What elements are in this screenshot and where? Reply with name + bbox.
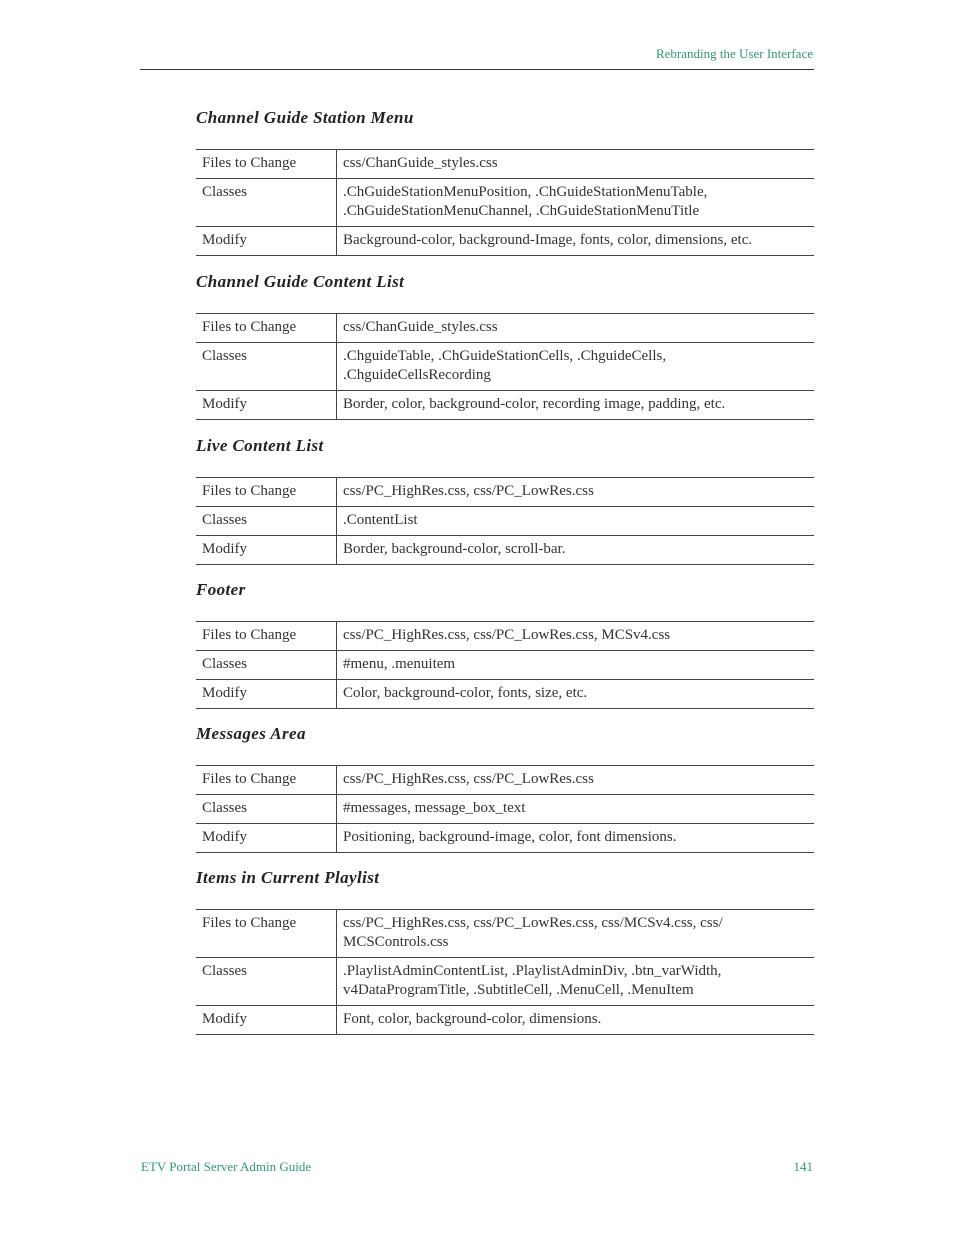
table-row	[196, 507, 814, 536]
row-value: css/ChanGuide_styles.css	[337, 314, 815, 343]
row-label: Files to Change	[196, 150, 337, 179]
table-row	[196, 766, 814, 795]
row-value: css/PC_HighRes.css, css/PC_LowRes.css	[337, 478, 815, 507]
table-row	[196, 391, 814, 420]
table-row	[196, 795, 814, 824]
running-head: Rebranding the User Interface	[655, 46, 813, 61]
row-value: .ChGuideStationMenuPosition, .ChGuideStationMenuTable, .ChGuideStationMenuChannel, .ChGuideStationMenuTitle	[337, 179, 815, 227]
row-label: Files to Change	[196, 910, 337, 958]
row-value: css/PC_HighRes.css, css/PC_LowRes.css, css/MCSv4.css, css/ MCSControls.css	[337, 910, 815, 958]
spec-table	[196, 621, 814, 709]
row-value: Border, background-color, scroll-bar.	[337, 536, 815, 565]
spec-table	[196, 149, 814, 256]
table-row	[196, 150, 814, 179]
row-label: Modify	[196, 824, 337, 853]
row-label: Classes	[196, 958, 337, 1006]
section-messages-area	[196, 723, 814, 845]
spec-table	[196, 313, 814, 420]
row-label: Modify	[196, 680, 337, 709]
table-row	[196, 680, 814, 709]
table-row	[196, 824, 814, 853]
row-label: Classes	[196, 179, 337, 227]
page-number: 141	[793, 1159, 813, 1174]
row-value: Font, color, background-color, dimensions.	[337, 1006, 815, 1035]
row-label: Files to Change	[196, 478, 337, 507]
section-items-in-current-playlist	[196, 867, 814, 1027]
spec-table	[196, 909, 814, 1035]
row-label: Files to Change	[196, 766, 337, 795]
row-label: Modify	[196, 391, 337, 420]
row-label: Classes	[196, 507, 337, 536]
row-value: Border, color, background-color, recording image, padding, etc.	[337, 391, 815, 420]
section-channel-guide-content-list	[196, 271, 814, 412]
row-value: css/ChanGuide_styles.css	[337, 150, 815, 179]
table-row	[196, 622, 814, 651]
table-row	[196, 1006, 814, 1035]
section-title: Channel Guide Station Menu	[196, 108, 414, 127]
section-title: Footer	[196, 580, 246, 599]
row-value: .ChguideTable, .ChGuideStationCells, .ChguideCells, .ChguideCellsRecording	[337, 343, 815, 391]
footer-guide-title: ETV Portal Server Admin Guide	[141, 1159, 312, 1174]
row-value: .ContentList	[337, 507, 815, 536]
table-row	[196, 910, 814, 958]
row-value: #menu, .menuitem	[337, 651, 815, 680]
row-label: Classes	[196, 651, 337, 680]
row-label: Modify	[196, 227, 337, 256]
row-value: Positioning, background-image, color, font dimensions.	[337, 824, 815, 853]
table-row	[196, 651, 814, 680]
row-value: Color, background-color, fonts, size, etc.	[337, 680, 815, 709]
row-label: Modify	[196, 1006, 337, 1035]
row-label: Files to Change	[196, 622, 337, 651]
header-rule	[140, 69, 814, 70]
row-value: Background-color, background-Image, fonts, color, dimensions, etc.	[337, 227, 815, 256]
section-title: Items in Current Playlist	[196, 868, 380, 887]
section-footer	[196, 579, 814, 701]
row-label: Classes	[196, 795, 337, 824]
row-value: #messages, message_box_text	[337, 795, 815, 824]
table-row	[196, 958, 814, 1006]
table-row	[196, 314, 814, 343]
section-title: Live Content List	[196, 436, 324, 455]
table-row	[196, 179, 814, 227]
table-row	[196, 343, 814, 391]
table-row	[196, 227, 814, 256]
section-live-content-list	[196, 435, 814, 557]
row-value: .PlaylistAdminContentList, .PlaylistAdminDiv, .btn_varWidth, v4DataProgramTitle, .SubtitleCell, .MenuCell, .MenuItem	[337, 958, 815, 1006]
section-title: Messages Area	[196, 724, 306, 743]
row-label: Files to Change	[196, 314, 337, 343]
row-label: Classes	[196, 343, 337, 391]
section-title: Channel Guide Content List	[196, 272, 405, 291]
row-value: css/PC_HighRes.css, css/PC_LowRes.css	[337, 766, 815, 795]
section-channel-guide-station-menu	[196, 107, 814, 248]
spec-table	[196, 477, 814, 565]
table-row	[196, 478, 814, 507]
row-value: css/PC_HighRes.css, css/PC_LowRes.css, MCSv4.css	[337, 622, 815, 651]
table-row	[196, 536, 814, 565]
spec-table	[196, 765, 814, 853]
row-label: Modify	[196, 536, 337, 565]
